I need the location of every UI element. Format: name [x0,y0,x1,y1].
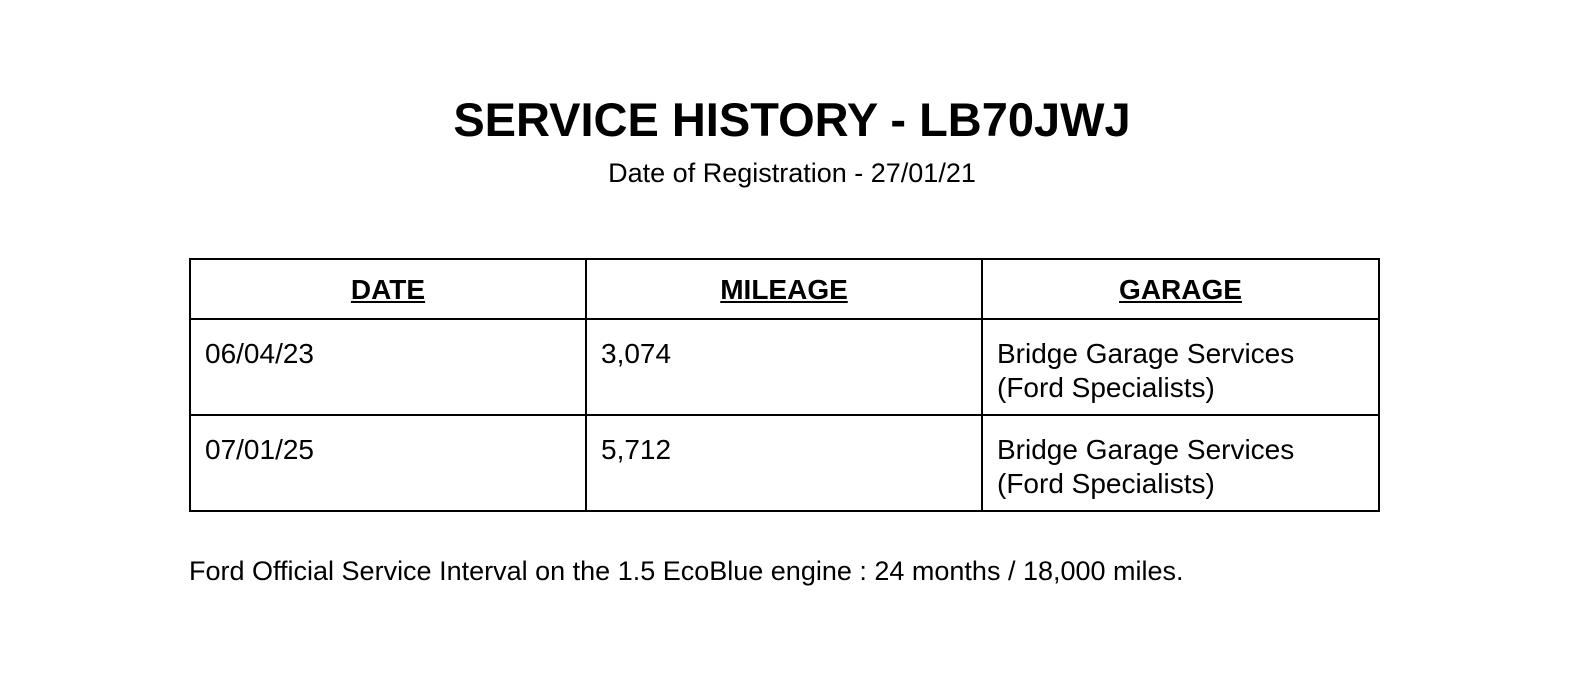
garage-specialty: (Ford Specialists) [997,372,1215,403]
column-header-mileage: MILEAGE [586,259,982,319]
garage-name: Bridge Garage Services [997,434,1295,465]
cell-garage [982,415,1379,511]
garage-specialty: (Ford Specialists) [997,468,1215,499]
page-title: SERVICE HISTORY - LB70JWJ [453,93,1131,146]
column-header-garage: GARAGE [982,259,1379,319]
registration-date: Date of Registration - 27/01/21 [608,158,976,188]
service-interval-note: Ford Official Service Interval on the 1.5 EcoBlue engine : 24 months / 18,000 miles. [189,556,1184,586]
table-row [190,415,1379,511]
table-row [190,319,1379,415]
cell-date: 07/01/25 [190,415,586,511]
cell-garage [982,319,1379,415]
table-header-row [190,259,1379,319]
cell-date: 06/04/23 [190,319,586,415]
cell-mileage: 3,074 [586,319,982,415]
service-history-table [189,258,1380,512]
column-header-date: DATE [190,259,586,319]
cell-mileage: 5,712 [586,415,982,511]
garage-name: Bridge Garage Services [997,338,1295,369]
